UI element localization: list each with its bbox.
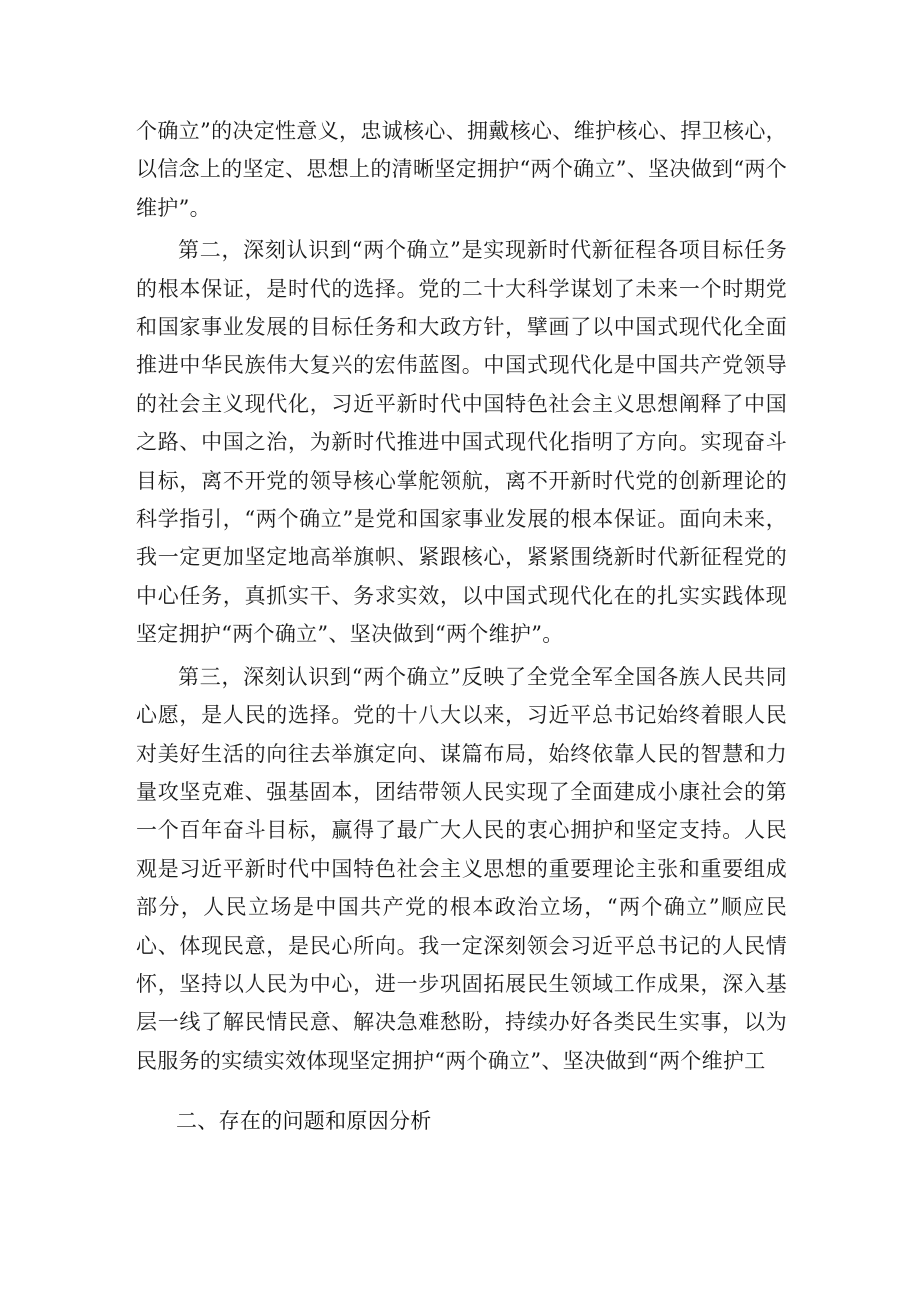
paragraph-third-point: 第三，深刻认识到“两个确立”反映了全党全军全国各族人民共同心愿，是人民的选择。党的十八大以来，习近平总书记始终着眼人民对美好生活的向往去举旗定向、谋篇布局，始终依靠人民的智慧和力量攻坚克难、强基固本，团结带领人民实现了全面建成小康社会的第一个百年奋斗目标，赢得了最广大人民的衷心拥护和坚定支持。人民观是习近平新时代中国特色社会主义思想的重要理论主张和重要组成部分，人民立场是中国共产党的根本政治立场，“两个确立”顺应民心、体现民意，是民心所向。我一定深刻领会习近平总书记的人民情怀，坚持以人民为中心，进一步巩固拓展民生领域工作成果，深入基层一线了解民情民意、解决急难愁盼，持续办好各类民生实事，以为民服务的实绩实效体现坚定拥护“两个确立”、坚决做到“两个维护工 [136, 664, 787, 1073]
document-body [136, 112, 787, 1140]
section-heading: 二、存在的问题和原因分析 [176, 1109, 432, 1134]
paragraph-second-point: 第二，深刻认识到“两个确立”是实现新时代新征程各项目标任务的根本保证，是时代的选择。党的二十大科学谋划了未来一个时期党和国家事业发展的目标任务和大政方针，擘画了以中国式现代化全面推进中华民族伟大复兴的宏伟蓝图。中国式现代化是中国共产党领导的社会主义现代化，习近平新时代中国特色社会主义思想阐释了中国之路、中国之治，为新时代推进中国式现代化指明了方向。实现奋斗目标，离不开党的领导核心掌舵领航，离不开新时代党的创新理论的科学指引，“两个确立”是党和国家事业发展的根本保证。面向未来，我一定更加坚定地高举旗帜、紧跟核心，紧紧围绕新时代新征程党的中心任务，真抓实干、务求实效，以中国式现代化在的扎实实践体现坚定拥护“两个确立”、坚决做到“两个维护”。 [136, 238, 787, 647]
paragraph-continuation: 个确立”的决定性意义，忠诚核心、拥戴核心、维护核心、捍卫核心，以信念上的坚定、思想上的清晰坚定拥护“两个确立”、坚决做到“两个维护”。 [136, 119, 787, 220]
